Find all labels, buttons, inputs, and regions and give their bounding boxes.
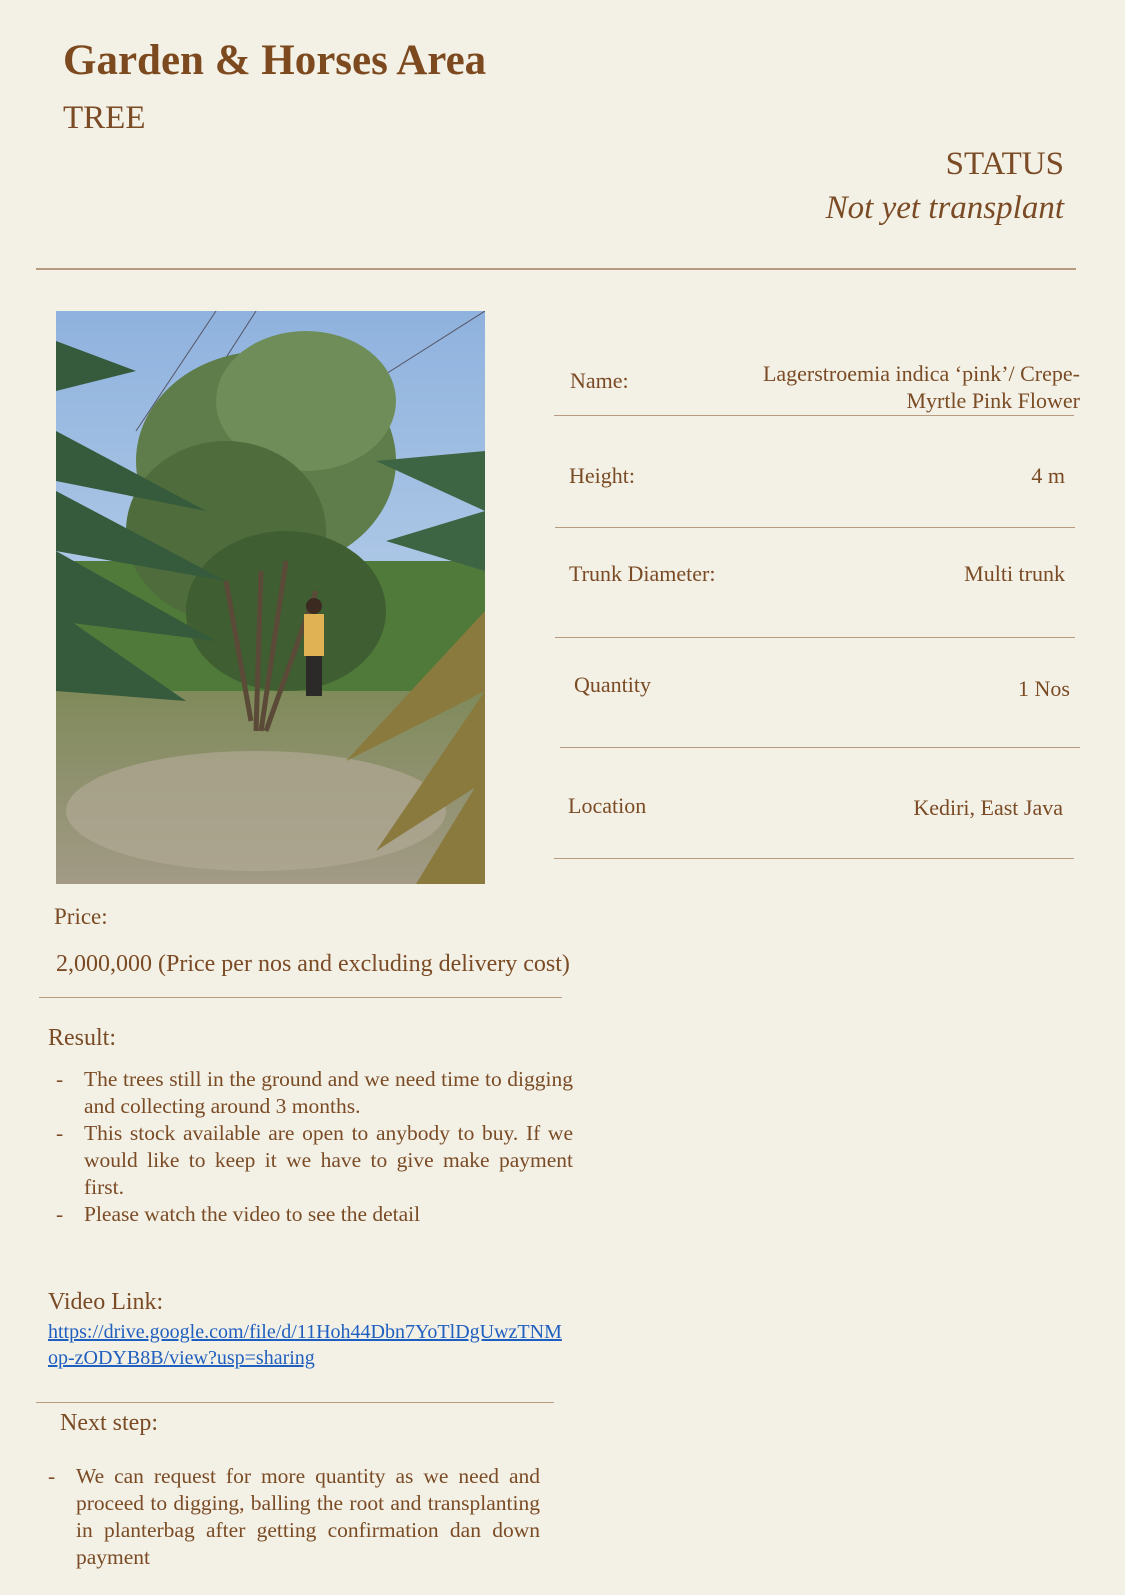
- location-label: Location: [568, 793, 647, 818]
- result-item-text: The trees still in the ground and we need time to digging and collecting around 3 months.: [84, 1067, 573, 1118]
- spec-divider: [560, 747, 1080, 748]
- spec-divider: [555, 637, 1075, 638]
- spec-divider: [554, 858, 1074, 859]
- spec-divider: [554, 415, 1074, 416]
- result-item-text: Please watch the video to see the detail: [84, 1202, 421, 1226]
- price-label: Price:: [54, 904, 108, 929]
- list-item: [56, 1201, 573, 1228]
- spec-divider: [555, 527, 1075, 528]
- bullet-dash: -: [56, 1202, 64, 1226]
- video-link-label: Video Link:: [48, 1289, 164, 1315]
- status-value: Not yet transplant: [825, 190, 1064, 226]
- result-label: Result:: [48, 1025, 117, 1051]
- price-value: 2,000,000 (Price per nos and excluding delivery cost): [56, 951, 570, 977]
- next-step-item-text: We can request for more quantity as we need and proceed to digging, balling the root and transplanting in planterbag after getting confirmation dan down payment: [76, 1464, 540, 1569]
- height-label: Height:: [569, 463, 635, 488]
- bullet-dash: -: [48, 1464, 56, 1488]
- quantity-value: 1 Nos: [1018, 676, 1070, 701]
- video-divider: [36, 1402, 554, 1403]
- bullet-dash: -: [56, 1121, 64, 1145]
- price-divider: [39, 997, 562, 998]
- list-item: [48, 1463, 540, 1571]
- result-item-text: This stock available are open to anybody to buy. If we would like to keep it we have to give make payment first.: [84, 1121, 573, 1199]
- name-value: Lagerstroemia indica ‘pink’/ Crepe-Myrtle Pink Flower: [762, 361, 1080, 413]
- height-value: 4 m: [1031, 463, 1065, 488]
- result-list: [56, 1066, 573, 1228]
- list-item: [56, 1066, 573, 1120]
- next-step-label: Next step:: [60, 1410, 158, 1436]
- header-divider: [36, 268, 1076, 270]
- bullet-dash: -: [56, 1067, 64, 1091]
- next-step-list: [48, 1463, 540, 1571]
- trunk-diameter-value: Multi trunk: [964, 561, 1065, 586]
- name-label: Name:: [570, 368, 629, 393]
- video-link[interactable]: https://drive.google.com/file/d/11Hoh44Dbn7YoTlDgUwzTNMop-zODYB8B/view?usp=sharing: [48, 1321, 562, 1369]
- page-title: Garden & Horses Area: [63, 37, 487, 84]
- list-item: [56, 1120, 573, 1201]
- page-subtitle: TREE: [63, 100, 146, 136]
- location-value: Kediri, East Java: [913, 795, 1063, 820]
- status-label: STATUS: [945, 146, 1064, 182]
- trunk-diameter-label: Trunk Diameter:: [569, 561, 716, 586]
- tree-photo: [56, 311, 485, 884]
- quantity-label: Quantity: [574, 672, 651, 697]
